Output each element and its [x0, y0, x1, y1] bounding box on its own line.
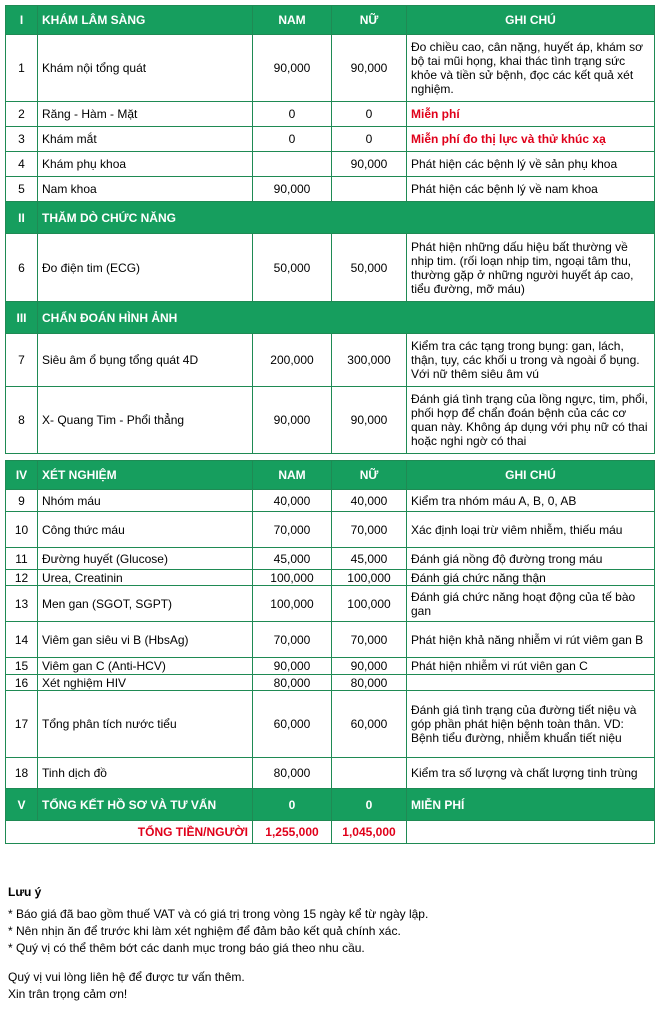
row-note: Phát hiện những dấu hiệu bất thường về nhịp tim. (rối loạn nhịp tim, ngoại tâm thu, thường gặp ở những người huyết áp cao, tiểu đường, mỡ máu): [407, 234, 655, 302]
row-service: X- Quang Tim - Phổi thẳng: [38, 387, 253, 454]
section-number: I: [6, 6, 38, 35]
row-service: Đường huyết (Glucose): [38, 548, 253, 570]
row-service: Tổng phân tích nước tiểu: [38, 691, 253, 758]
row-price-nu: 0: [332, 127, 407, 152]
row-price-nu: 90,000: [332, 35, 407, 102]
row-note: Đánh giá tình trạng của đường tiết niệu và góp phần phát hiện bệnh toàn thân. VD: Bệnh tiểu đường, nhiễm khuẩn tiết niệu: [407, 691, 655, 758]
total-nam: 1,255,000: [253, 821, 332, 844]
total-label: TỔNG TIỀN/NGƯỜI: [6, 821, 253, 844]
row-service: Khám nội tổng quát: [38, 35, 253, 102]
table-row: [6, 658, 655, 675]
note-item: * Báo giá đã bao gồm thuế VAT và có giá trị trong vòng 15 ngày kể từ ngày lập.: [8, 907, 429, 921]
row-price-nam: 90,000: [253, 177, 332, 202]
table-row: [6, 548, 655, 570]
row-note: Đánh giá nồng độ đường trong máu: [407, 548, 655, 570]
row-price-nu: 100,000: [332, 586, 407, 622]
row-number: 5: [6, 177, 38, 202]
row-number: 14: [6, 622, 38, 658]
row-price-nu: 0: [332, 102, 407, 127]
column-header-ghichu: GHI CHÚ: [407, 461, 655, 490]
row-price-nam: 60,000: [253, 691, 332, 758]
row-service: Urea, Creatinin: [38, 570, 253, 586]
row-number: 2: [6, 102, 38, 127]
row-number: 10: [6, 512, 38, 548]
row-price-nu: 60,000: [332, 691, 407, 758]
row-number: 13: [6, 586, 38, 622]
row-price-nam: 0: [253, 102, 332, 127]
row-service: Tinh dịch đồ: [38, 758, 253, 789]
row-price-nam: 90,000: [253, 658, 332, 675]
row-service: Đo điện tim (ECG): [38, 234, 253, 302]
row-number: 6: [6, 234, 38, 302]
section-title: XÉT NGHIỆM: [38, 461, 253, 490]
row-service: Siêu âm ổ bụng tổng quát 4D: [38, 334, 253, 387]
total-row: [6, 821, 655, 844]
row-note: Đánh giá chức năng thận: [407, 570, 655, 586]
table-row: [6, 490, 655, 512]
row-number: 16: [6, 675, 38, 691]
notes-section: [8, 884, 648, 1003]
row-service: Viêm gan siêu vi B (HbsAg): [38, 622, 253, 658]
row-price-nu: 90,000: [332, 387, 407, 454]
row-note: Kiểm tra nhóm máu A, B, 0, AB: [407, 490, 655, 512]
row-price-nu: 50,000: [332, 234, 407, 302]
row-note: Phát hiện nhiễm vi rút viên gan C: [407, 658, 655, 675]
row-price-nu: [332, 758, 407, 789]
note-item: * Quý vị có thể thêm bớt các danh mục trong báo giá theo nhu cầu.: [8, 941, 365, 955]
row-number: 8: [6, 387, 38, 454]
table-row: [6, 177, 655, 202]
row-number: 1: [6, 35, 38, 102]
row-service: Khám mắt: [38, 127, 253, 152]
section-price-nu: 0: [332, 789, 407, 821]
row-price-nu: 100,000: [332, 570, 407, 586]
row-number: 15: [6, 658, 38, 675]
row-price-nam: 0: [253, 127, 332, 152]
table-row: [6, 758, 655, 789]
row-number: 4: [6, 152, 38, 177]
section-header-row: [6, 202, 655, 234]
row-service: Răng - Hàm - Mặt: [38, 102, 253, 127]
section-title: TỔNG KẾT HỒ SƠ VÀ TƯ VẤN: [38, 789, 253, 821]
row-note: Xác định loại trừ viêm nhiễm, thiếu máu: [407, 512, 655, 548]
row-price-nam: 100,000: [253, 586, 332, 622]
row-number: 12: [6, 570, 38, 586]
table-row: [6, 622, 655, 658]
row-price-nu: [332, 177, 407, 202]
section-number: V: [6, 789, 38, 821]
table-row: [6, 334, 655, 387]
row-price-nu: 80,000: [332, 675, 407, 691]
table-row: [6, 127, 655, 152]
price-table: [5, 5, 655, 844]
row-note: Kiểm tra các tạng trong bụng: gan, lách, thận, tụy, các khối u trong và ngoài ổ bụng. Với nữ thêm siêu âm vú: [407, 334, 655, 387]
row-price-nam: 40,000: [253, 490, 332, 512]
row-service: Viêm gan C (Anti-HCV): [38, 658, 253, 675]
table-row: [6, 691, 655, 758]
row-note: Phát hiện khả năng nhiễm vi rút viêm gan B: [407, 622, 655, 658]
section-number: II: [6, 202, 38, 234]
row-price-nam: 90,000: [253, 35, 332, 102]
row-price-nu: 70,000: [332, 622, 407, 658]
row-price-nam: 100,000: [253, 570, 332, 586]
row-note: Kiểm tra số lượng và chất lượng tinh trùng: [407, 758, 655, 789]
closing-line: Quý vị vui lòng liên hệ để được tư vấn thêm.: [8, 970, 245, 984]
row-note: Phát hiện các bệnh lý về nam khoa: [407, 177, 655, 202]
notes-title: Lưu ý: [8, 885, 42, 899]
section-title: KHÁM LÂM SÀNG: [38, 6, 253, 35]
section-number: IV: [6, 461, 38, 490]
row-price-nam: [253, 152, 332, 177]
row-service: Công thức máu: [38, 512, 253, 548]
table-row: [6, 234, 655, 302]
row-note: Miễn phí: [407, 102, 655, 127]
row-note: Phát hiện các bệnh lý về sản phụ khoa: [407, 152, 655, 177]
row-price-nu: 45,000: [332, 548, 407, 570]
section-header-row: [6, 302, 655, 334]
row-price-nam: 80,000: [253, 675, 332, 691]
table-row: [6, 102, 655, 127]
table-row: [6, 387, 655, 454]
note-item: * Nên nhịn ăn để trước khi làm xét nghiệm để đảm bảo kết quả chính xác.: [8, 924, 401, 938]
table-row: [6, 570, 655, 586]
section-price-nam: 0: [253, 789, 332, 821]
row-number: 9: [6, 490, 38, 512]
row-price-nam: 90,000: [253, 387, 332, 454]
row-price-nu: 70,000: [332, 512, 407, 548]
column-header-nu: NỮ: [332, 6, 407, 35]
row-price-nam: 70,000: [253, 512, 332, 548]
row-number: 18: [6, 758, 38, 789]
row-note: Đo chiều cao, cân nặng, huyết áp, khám sơ bộ tai mũi họng, khai thác tình trạng sức khỏe và tiền sử bệnh, đọc các kết quả xét nghiệm.: [407, 35, 655, 102]
row-service: Men gan (SGOT, SGPT): [38, 586, 253, 622]
total-note-empty: [407, 821, 655, 844]
row-price-nam: 200,000: [253, 334, 332, 387]
row-service: Xét nghiệm HIV: [38, 675, 253, 691]
section-title: CHẨN ĐOÁN HÌNH ẢNH: [38, 302, 655, 334]
row-number: 3: [6, 127, 38, 152]
row-price-nam: 70,000: [253, 622, 332, 658]
section-title: THĂM DÒ CHỨC NĂNG: [38, 202, 655, 234]
section-header-row: [6, 789, 655, 821]
table-row: [6, 152, 655, 177]
row-price-nu: 90,000: [332, 658, 407, 675]
section-header-row: [6, 461, 655, 490]
column-header-nam: NAM: [253, 461, 332, 490]
column-header-nam: NAM: [253, 6, 332, 35]
column-header-ghichu: GHI CHÚ: [407, 6, 655, 35]
row-price-nam: 50,000: [253, 234, 332, 302]
row-note: Đánh giá chức năng hoạt động của tế bào gan: [407, 586, 655, 622]
table-row: [6, 675, 655, 691]
row-number: 17: [6, 691, 38, 758]
row-price-nam: 45,000: [253, 548, 332, 570]
row-service: Khám phụ khoa: [38, 152, 253, 177]
table-row: [6, 35, 655, 102]
section-number: III: [6, 302, 38, 334]
row-number: 11: [6, 548, 38, 570]
row-price-nam: 80,000: [253, 758, 332, 789]
row-note: Đánh giá tình trạng của lồng ngực, tim, phổi, phối hợp để chẩn đoán bệnh của các cơ quan này. Không áp dụng với phụ nữ có thai hoặc nghi ngờ có thai: [407, 387, 655, 454]
row-note: [407, 675, 655, 691]
row-price-nu: 90,000: [332, 152, 407, 177]
section-header-row: [6, 6, 655, 35]
row-number: 7: [6, 334, 38, 387]
row-service: Nam khoa: [38, 177, 253, 202]
total-nu: 1,045,000: [332, 821, 407, 844]
column-header-nu: NỮ: [332, 461, 407, 490]
row-price-nu: 300,000: [332, 334, 407, 387]
row-price-nu: 40,000: [332, 490, 407, 512]
closing-line: Xin trân trọng cảm ơn!: [8, 987, 128, 1001]
row-note: Miễn phí đo thị lực và thử khúc xạ: [407, 127, 655, 152]
row-service: Nhóm máu: [38, 490, 253, 512]
table-row: [6, 512, 655, 548]
section-note: MIỄN PHÍ: [407, 789, 655, 821]
table-spacer: [6, 454, 655, 461]
table-row: [6, 586, 655, 622]
